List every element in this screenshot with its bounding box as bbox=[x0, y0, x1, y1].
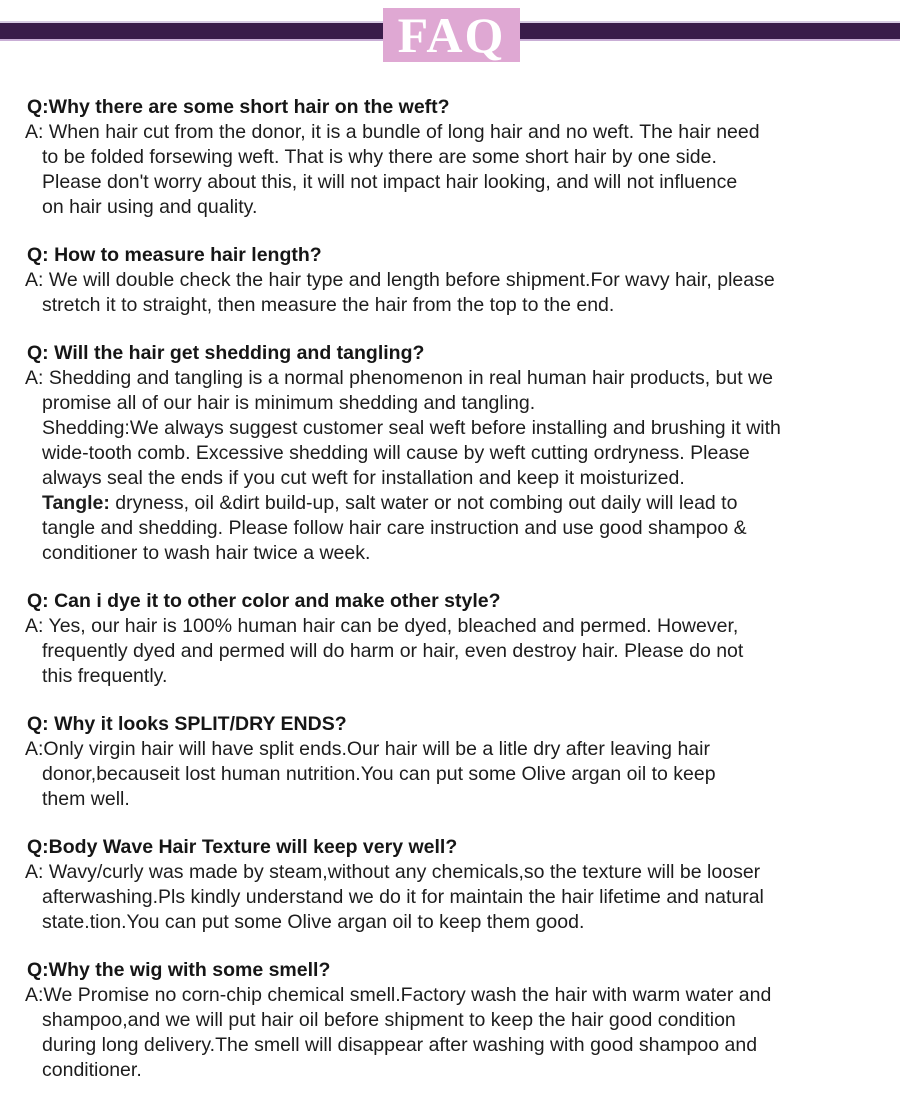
faq-item bbox=[25, 712, 878, 812]
faq-answer: A: Wavy/curly was made by steam,without any chemicals,so the texture will be looser afterwashing.Pls kindly understand we do it for maintain the hair lifetime and natural state.tion.You can put some Olive argan oil to keep them good. bbox=[25, 861, 764, 933]
faq-answer: A:We Promise no corn-chip chemical smell.Factory wash the hair with warm water and shampoo,and we will put hair oil before shipment to keep the hair good condition during long delivery.The smell will disappear after washing with good shampoo and conditioner. bbox=[25, 984, 772, 1081]
faq-answer: A: Yes, our hair is 100% human hair can be dyed, bleached and permed. However, frequently dyed and permed will do harm or hair, even destroy hair. Please do not this frequently. bbox=[25, 615, 744, 687]
faq-question: Q:Why the wig with some smell? bbox=[27, 959, 331, 981]
faq-answer: A:Only virgin hair will have split ends.Our hair will be a litle dry after leaving hair donor,becauseit lost human nutrition.You can put some Olive argan oil to keep them well. bbox=[25, 738, 716, 810]
faq-badge bbox=[383, 8, 520, 62]
faq-badge-label: FAQ bbox=[397, 7, 506, 63]
faq-item bbox=[25, 835, 878, 935]
faq-question: Q: Why it looks SPLIT/DRY ENDS? bbox=[27, 713, 347, 735]
faq-item bbox=[25, 589, 878, 689]
faq-header bbox=[0, 0, 900, 62]
faq-answer: A: Shedding and tangling is a normal phenomenon in real human hair products, but we promise all of our hair is minimum shedding and tangling. Shedding:We always suggest customer seal weft before installing and brushing it with wide-tooth comb. Excessive shedding will cause by weft cutting ordryness. Please always seal the ends if you cut weft for installation and keep it moisturized. Tangle: dryness, oil &dirt build-up, salt water or not combing out daily will lead to tangle and shedding. Please follow hair care instruction and use good shampoo & conditioner to wash hair twice a week. bbox=[25, 367, 781, 564]
faq-answer-bold-term: Tangle: bbox=[42, 492, 110, 514]
faq-question: Q:Why there are some short hair on the weft? bbox=[27, 96, 450, 118]
faq-item bbox=[25, 958, 878, 1083]
faq-question: Q:Body Wave Hair Texture will keep very well? bbox=[27, 836, 458, 858]
faq-question: Q: How to measure hair length? bbox=[27, 244, 322, 266]
faq-item bbox=[25, 95, 878, 220]
faq-answer: A: We will double check the hair type and length before shipment.For wavy hair, please stretch it to straight, then measure the hair from the top to the end. bbox=[25, 269, 775, 316]
faq-question: Q: Can i dye it to other color and make other style? bbox=[27, 590, 501, 612]
faq-question: Q: Will the hair get shedding and tangling? bbox=[27, 342, 425, 364]
faq-item bbox=[25, 341, 878, 566]
faq-list bbox=[25, 95, 878, 1083]
faq-answer: A: When hair cut from the donor, it is a bundle of long hair and no weft. The hair need to be folded forsewing weft. That is why there are some short hair by one side. Please don't worry about this, it will not impact hair looking, and will not influence on hair using and quality. bbox=[25, 121, 760, 218]
faq-item bbox=[25, 243, 878, 318]
